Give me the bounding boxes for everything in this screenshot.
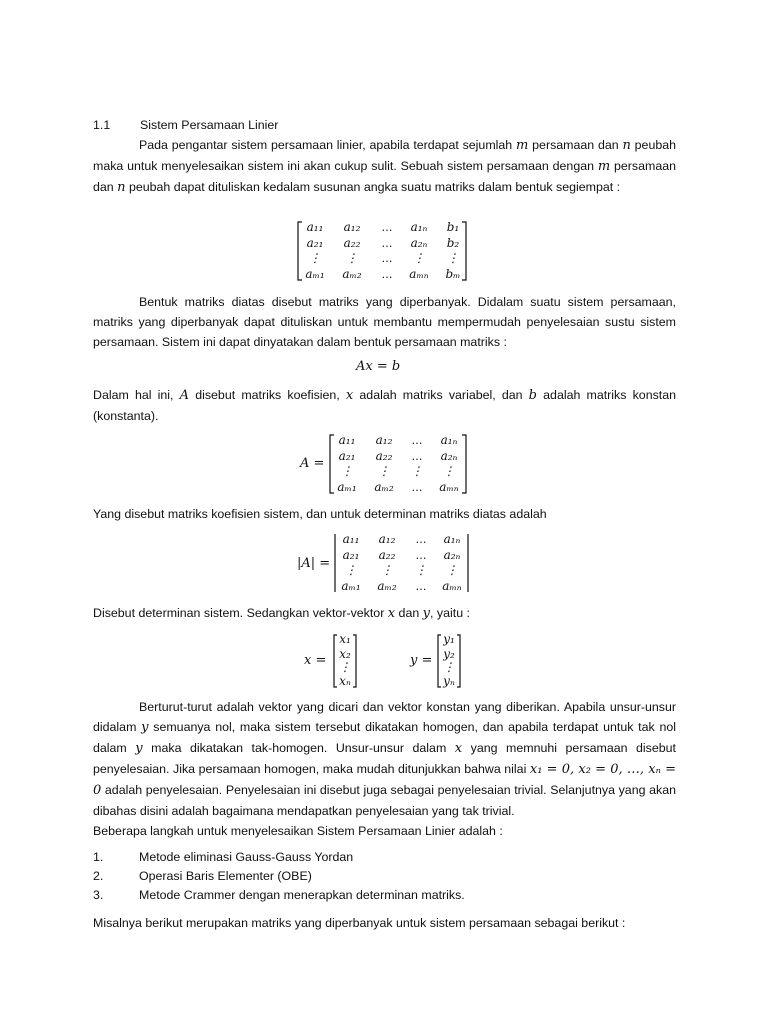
matrix-entry: a₁₂	[378, 532, 396, 546]
paragraph-coefficient: Dalam hal ini, A disebut matriks koefisien, x adalah matriks variabel, dan b adalah matriks konstan (konstanta).	[93, 388, 676, 423]
vector-y-label: y =	[410, 653, 433, 668]
matrix-entry: a₁₁	[338, 433, 356, 447]
paragraph-determinant: Yang disebut matriks koefisien sistem, dan untuk determinan matriks diatas adalah	[93, 507, 547, 521]
matrix-entry: aₘ₂	[342, 267, 362, 281]
matrix-entry: bₘ	[445, 267, 461, 281]
matrix-entry: …	[411, 434, 423, 447]
section-title: Sistem Persamaan Linier	[140, 118, 279, 132]
matrix-entry: …	[415, 549, 427, 562]
paragraph-homogeneous: Berturut-turut adalah vektor yang dicari dan vektor konstan yang diberikan. Apabila unsur-unsur didalam y semuanya nol, maka sistem tersebut dikatakan homogen, dan apabila terdapat untuk tak nol dalam y maka dikatakan tak-homogen. Unsur-unsur dalam x yang memnuhi persamaan disebut penyelesaian. Jika persamaan homogen, maka mudah ditunjukkan bahwa nilai x₁ = 0, x₂ = 0, …, xₙ = 0 adalah penyelesaian. Penyelesaian ini disebut juga sebagai penyelesaian trivial. Selanjutnya yang akan dibahas disini adalah bagaimana mendapatkan penyelesaian yang tak trivial.	[93, 700, 676, 818]
vector-entry: xₙ	[339, 674, 351, 688]
paragraph-vectors: Disebut determinan sistem. Sedangkan vektor-vektor x dan y, yaitu :	[93, 606, 470, 621]
matrix-entry: ⋮	[309, 251, 321, 265]
matrix-entry: ⋮	[346, 251, 358, 265]
matrix-entry: ⋮	[413, 251, 425, 265]
matrix-entry: …	[381, 221, 393, 234]
matrix-entry: aₘ₁	[305, 267, 325, 281]
matrix-entry: a₁ₙ	[410, 220, 428, 234]
matrix-entry: ⋮	[446, 563, 458, 577]
matrix-entry: aₘ₂	[374, 480, 394, 494]
matrix-entry: aₘₙ	[439, 480, 459, 494]
vector-x-label: x =	[304, 653, 327, 668]
vector-entry: ⋮	[443, 660, 455, 674]
vector-y	[437, 633, 467, 689]
matrix-entry: a₂₁	[338, 449, 356, 463]
matrix-entry: a₁ₙ	[440, 433, 458, 447]
matrix-entry: a₂₂	[378, 548, 396, 562]
matrix-entry: …	[411, 450, 423, 463]
paragraph-intro: Pada pengantar sistem persamaan linier, apabila terdapat sejumlah m persamaan dan n peubah maka untuk menyelesaikan sistem ini akan cukup sulit. Sebuah sistem persamaan dengan m persamaan dan n peubah dapat dituliskan kedalam susunan angka suatu matriks dalam bentuk segiempat :	[93, 138, 677, 195]
paragraph-example-intro: Misalnya berikut merupakan matriks yang diperbanyak untuk sistem persamaan sebagai berikut :	[93, 916, 626, 930]
matrix-entry: …	[381, 268, 393, 281]
matrix-entry: a₁₂	[343, 220, 361, 234]
matrix-entry: ⋮	[345, 563, 357, 577]
matrix-entry: ⋮	[415, 563, 427, 577]
matrix-entry: …	[381, 252, 393, 265]
matrix-entry: ⋮	[341, 464, 353, 478]
matrix-entry: aₘ₁	[341, 579, 361, 593]
document-page: 1.1 Sistem Persamaan Linier Pada pengantar sistem persamaan linier, apabila terdapat sejumlah m persamaan dan n peubah maka untuk menyelesaikan sistem ini akan cukup sulit. Sebuah sistem persamaan dengan m persamaan dan n peubah dapat dituliskan kedalam susunan angka suatu matriks dalam bentuk segiempat : a₁₁ a₁₂ … a₁ₙ b₁ a₂₁ a₂₂ … a₂ₙ b₂ ⋮ ⋮ … ⋮ ⋮ aₘ₁ aₘ₂ … aₘₙ bₘ Bentuk matriks diatas disebut matriks yang diperbanyak. Didalam suatu sistem persamaan, matriks yang diperbanyak dapat dituliskan untuk membantu mempermudah penyelesaian sustu sistem persamaan. Sistem ini dapat dinyatakan dalam bentuk persamaan matriks : Ax = b Dalam hal ini, A disebut matriks koefisien, x adalah matriks variabel, dan b adalah matriks konstan (konstanta). A = a₁₁ a₁₂ … a₁ₙ a₂₁ a₂₂ … a₂ₙ ⋮ ⋮ ⋮ ⋮ aₘ₁ aₘ₂ … aₘₙ Yang disebut matriks koefisien sistem, dan untuk determinan matriks diatas adalah |A| = a₁₁ a₁₂ … a₁ₙ a₂₁ a₂₂ … a₂ₙ ⋮ ⋮ ⋮ ⋮ aₘ₁ aₘ₂ … aₘₙ Disebut determinan sistem. Sedangkan vektor-vektor x dan y, yaitu : x = x₁ x₂ ⋮ xₙ y = y₁ y₂ ⋮ yₙ Berturut-turut adalah vektor yang dicari dan vektor konstan yang diberikan. Apabila unsur-unsur didalam y semuanya nol, maka sistem tersebut dikatakan homogen, dan apabila terdapat untuk tak nol dalam y maka dikatakan tak-homogen. Unsur-unsur dalam x yang memnuhi persamaan disebut penyelesaian. Jika persamaan homogen, maka mudah ditunjukkan bahwa nilai x₁ = 0, x₂ = 0, …, xₙ = 0 adalah penyelesaian. Penyelesaian ini disebut juga sebagai penyelesaian trivial. Selanjutnya yang akan dibahas disini adalah bagaimana mendapatkan penyelesaian yang tak trivial. Beberapa langkah untuk menyelesaikan Sistem Persamaan Linier adalah : 1. Metode eliminasi Gauss-Gauss Yordan 2. Operasi Baris Elementer (OBE) 3. Metode Crammer dengan menerapkan determinan matriks. Misalnya berikut merupakan matriks yang diperbanyak untuk sistem persamaan sebagai berikut :	[0, 0, 768, 1024]
vector-entry: y₁	[443, 632, 455, 646]
matrix-entry: …	[381, 237, 393, 250]
vector-entry: x₂	[339, 647, 351, 661]
vector-entry: x₁	[339, 632, 351, 646]
matrix-entry: ⋮	[443, 464, 455, 478]
matrix-entry: ⋮	[378, 464, 390, 478]
section-number: 1.1	[93, 118, 111, 132]
determinant-matrix	[334, 532, 484, 594]
matrix-entry: aₘₙ	[409, 267, 429, 281]
vector-entry: yₙ	[443, 674, 455, 688]
matrix-entry: ⋮	[411, 464, 423, 478]
matrix-entry: a₂₂	[343, 236, 361, 250]
matrix-entry: a₂ₙ	[443, 548, 461, 562]
matrix-entry: a₂ₙ	[410, 236, 428, 250]
matrix-entry: b₁	[446, 220, 460, 234]
matrix-equation: Ax = b	[356, 359, 401, 374]
det-matrix-label: |A| =	[297, 556, 331, 571]
matrix-entry: a₂₂	[375, 449, 393, 463]
matrix-entry: aₘ₂	[377, 579, 397, 593]
matrix-entry: ⋮	[447, 251, 459, 265]
matrix-entry: a₁₂	[375, 433, 393, 447]
matrix-entry: a₂₁	[306, 236, 324, 250]
matrix-entry: …	[415, 580, 427, 593]
matrix-entry: a₂₁	[342, 548, 360, 562]
matrix-entry: b₂	[446, 236, 460, 250]
paragraph-steps-intro: Beberapa langkah untuk menyelesaikan Sistem Persamaan Linier adalah :	[93, 824, 503, 838]
matrix-entry: …	[411, 481, 423, 494]
matrix-entry: a₁ₙ	[443, 532, 461, 546]
matrix-entry: ⋮	[381, 563, 393, 577]
vector-entry: y₂	[443, 647, 455, 661]
coef-matrix-label: A =	[300, 456, 325, 471]
matrix-entry: a₁₁	[342, 532, 360, 546]
matrix-entry: aₘₙ	[442, 579, 462, 593]
coefficient-matrix	[329, 433, 479, 495]
matrix-entry: …	[415, 533, 427, 546]
augmented-matrix	[297, 220, 487, 282]
matrix-entry: a₁₁	[306, 220, 324, 234]
vector-x	[333, 633, 363, 689]
vector-entry: ⋮	[339, 660, 351, 674]
matrix-entry: aₘ₁	[337, 480, 357, 494]
paragraph-augmented: Bentuk matriks diatas disebut matriks yang diperbanyak. Didalam suatu sistem persamaan, matriks yang diperbanyak dapat dituliskan untuk membantu mempermudah penyelesaian sustu sistem persamaan. Sistem ini dapat dinyatakan dalam bentuk persamaan matriks :	[93, 295, 676, 349]
matrix-entry: a₂ₙ	[440, 449, 458, 463]
